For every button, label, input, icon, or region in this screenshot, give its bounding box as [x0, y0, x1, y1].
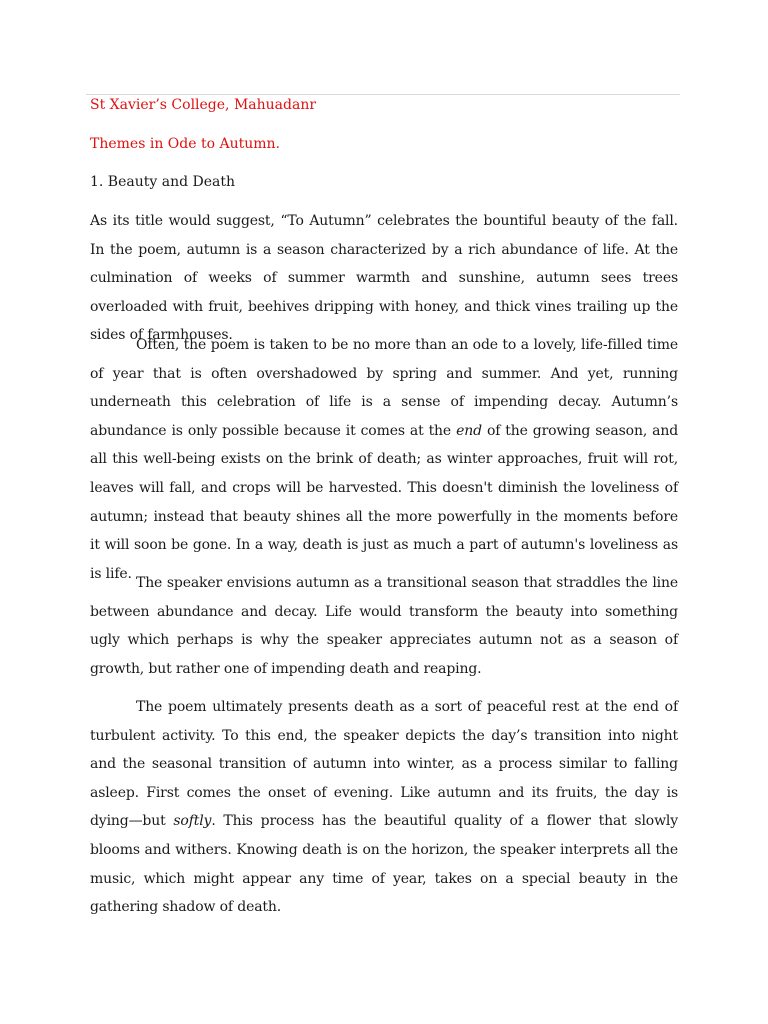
- paragraph-4-text-b: . This process has the beautiful quality of a flower that slowly blooms and withers. Knowing death is on the horizon, the speaker interprets all the music, which might appear any time of year, takes on a special beauty in the gathering shadow of death.: [90, 813, 678, 916]
- college-name: St Xavier’s College, Mahuadanr: [90, 97, 317, 113]
- paragraph-4: [90, 693, 678, 922]
- paragraph-2-text-a: Often, the poem is taken to be no more than an ode to a lovely, life-filled time of year that is often overshadowed by spring and summer. And yet, running underneath this celebration of life is a sense of impending decay. Autumn’s abundance is only possible because it comes at the: [90, 337, 678, 439]
- section-heading: 1. Beauty and Death: [90, 174, 236, 190]
- paragraph-4-emphasis: softly: [173, 813, 212, 830]
- paragraph-2-emphasis: end: [456, 422, 482, 439]
- document-title: Themes in Ode to Autumn.: [90, 136, 280, 152]
- paragraph-2-text-b: of the growing season, and all this well-being exists on the brink of death; as winter approaches, fruit will rot, leaves will fall, and crops will be harvested. This doesn't diminish the loveliness of autumn; instead that beauty shines all the more powerfully in the moments before it will soon be gone. In a way, death is just as much a part of autumn's loveliness as is life.: [90, 422, 679, 582]
- paragraph-3: The speaker envisions autumn as a transitional season that straddles the line between abundance and decay. Life would transform the beauty into something ugly which perhaps is why the speaker appreciates autumn not as a season of growth, but rather one of impending death and reaping.: [90, 575, 678, 677]
- paragraph-2: [90, 331, 678, 588]
- paragraph-1: As its title would suggest, “To Autumn” celebrates the bountiful beauty of the fall. In the poem, autumn is a season characterized by a rich abundance of life. At the culmination of weeks of summer warmth and sunshine, autumn sees trees overloaded with fruit, beehives dripping with honey, and thick vines trailing up the sides of farmhouses.: [90, 213, 678, 344]
- paragraph-4-text-a: The poem ultimately presents death as a sort of peaceful rest at the end of turbulent activity. To this end, the speaker depicts the day’s transition into night and the seasonal transition of autumn into winter, as a process similar to falling asleep. First comes the onset of evening. Like autumn and its fruits, the day is dying—but: [90, 699, 678, 830]
